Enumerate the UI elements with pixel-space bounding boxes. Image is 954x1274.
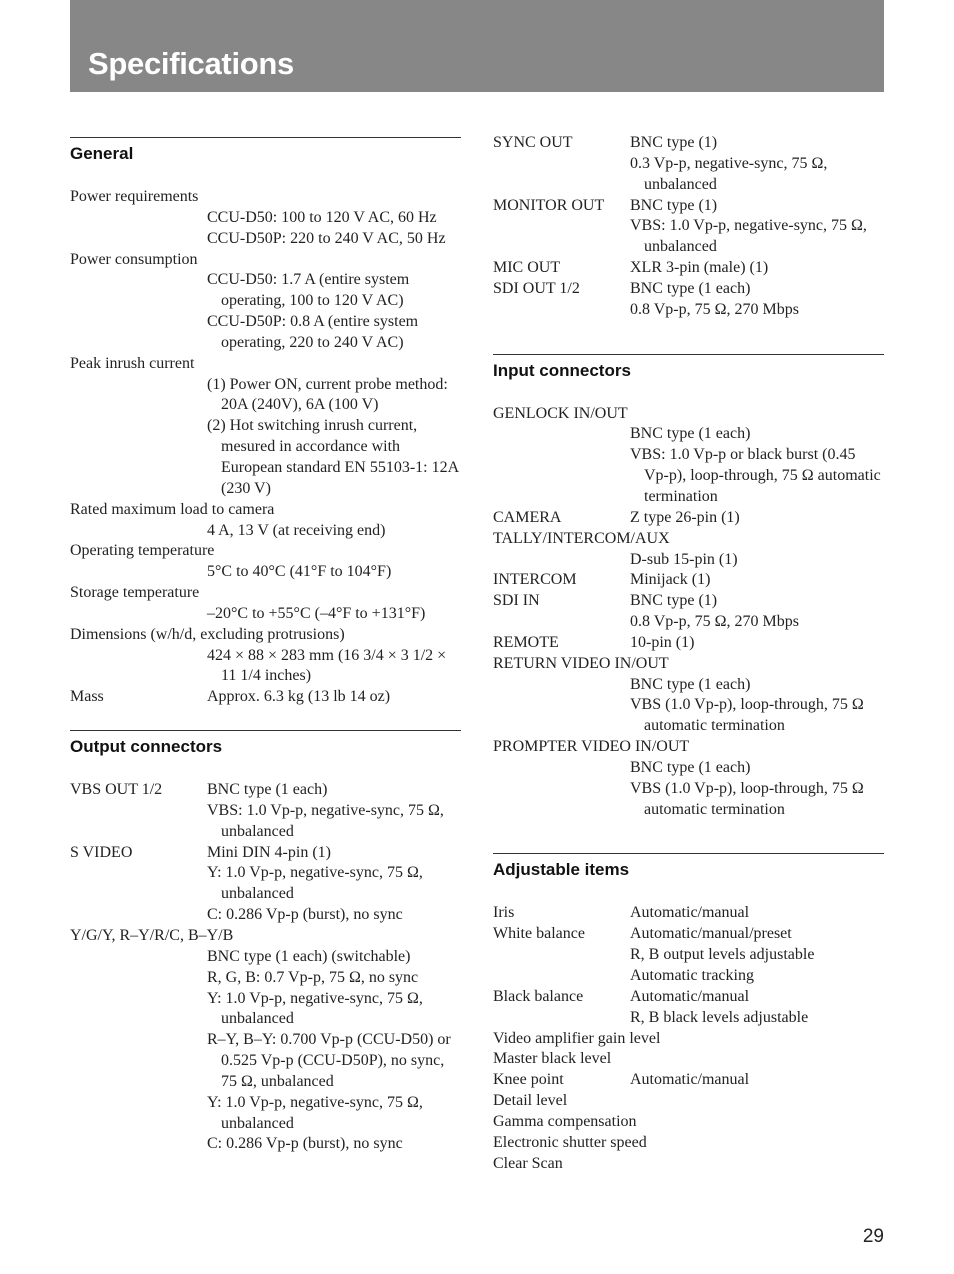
spec-label: Video amplifier gain level <box>493 1029 661 1047</box>
spec-item <box>493 529 884 571</box>
spec-value: –20°C to +55°C (–4°F to +131°F) <box>207 604 426 622</box>
spec-item <box>493 591 884 633</box>
spec-values <box>493 424 884 507</box>
spec-label: CAMERA <box>493 508 562 526</box>
spec-label: Power consumption <box>70 250 198 268</box>
spec-value: BNC type (1 each) <box>630 675 751 693</box>
spec-label: MIC OUT <box>493 259 561 277</box>
spec-values <box>493 675 884 738</box>
spec-label: Black balance <box>493 987 584 1005</box>
spec-item <box>70 625 461 688</box>
spec-item <box>70 250 461 354</box>
spec-label: Electronic shutter speed <box>493 1133 647 1151</box>
spec-value: Y: 1.0 Vp-p, negative-sync, 75 Ω, unbalanced <box>207 864 423 903</box>
spec-item <box>493 570 884 591</box>
spec-value: VBS (1.0 Vp-p), loop-through, 75 Ω automatic termination <box>630 696 864 735</box>
spec-values <box>207 843 461 926</box>
spec-label: MONITOR OUT <box>493 196 605 214</box>
spec-label: SDI IN <box>493 592 540 610</box>
spec-value: Automatic/manual/preset <box>630 925 792 943</box>
spec-values <box>630 633 884 654</box>
spec-item <box>493 508 884 529</box>
output-cont-list <box>493 133 884 321</box>
spec-item <box>70 843 461 926</box>
output-block-item <box>70 926 461 1155</box>
spec-label: Power requirements <box>70 188 199 205</box>
input-section <box>493 354 884 821</box>
spec-value: 0.3 Vp-p, negative-sync, 75 Ω, unbalanced <box>630 154 828 193</box>
spec-item <box>70 687 461 708</box>
spec-value: R, G, B: 0.7 Vp-p, 75 Ω, no sync <box>207 968 419 986</box>
spec-item <box>493 654 884 737</box>
spec-values <box>70 270 461 353</box>
left-column <box>70 133 461 1177</box>
spec-item <box>493 924 884 987</box>
spec-item <box>493 737 884 820</box>
spec-value: VBS: 1.0 Vp-p, negative-sync, 75 Ω, unbalanced <box>207 801 444 840</box>
spec-values <box>70 521 461 542</box>
spec-value: (2) Hot switching inrush current, mesured in accordance with European standard EN 55103-1: 12A (230 V) <box>207 417 459 497</box>
general-list <box>70 187 461 687</box>
spec-values <box>70 604 461 625</box>
spec-label: PROMPTER VIDEO IN/OUT <box>493 738 690 756</box>
spec-value: D-sub 15-pin (1) <box>630 550 738 568</box>
spec-label: Clear Scan <box>493 1154 563 1172</box>
spec-value: CCU-D50P: 0.8 A (entire system operating, 220 to 240 V AC) <box>207 313 419 351</box>
spec-label: Y/G/Y, R–Y/R/C, B–Y/B <box>70 927 234 944</box>
spec-item <box>70 541 461 583</box>
spec-value: C: 0.286 Vp-p (burst), no sync <box>207 906 403 924</box>
spec-label: GENLOCK IN/OUT <box>493 404 628 422</box>
spec-label: Mass <box>70 688 104 706</box>
spec-item <box>70 187 461 250</box>
page-number: 29 <box>862 1226 884 1247</box>
spec-label: Iris <box>493 904 515 922</box>
spec-values <box>630 987 884 1029</box>
spec-value: 4 A, 13 V (at receiving end) <box>207 521 386 539</box>
spec-value: BNC type (1 each) <box>630 425 751 443</box>
spec-value: CCU-D50: 1.7 A (entire system operating, 100 to 120 V AC) <box>207 271 410 310</box>
input-list <box>493 404 884 821</box>
spec-values <box>207 780 461 843</box>
general-inline-list <box>70 687 461 708</box>
spec-label: Master black level <box>493 1050 612 1068</box>
spec-item <box>70 926 461 1155</box>
spec-label: Gamma compensation <box>493 1112 637 1130</box>
adjustable-section <box>493 853 884 1174</box>
output-section <box>70 730 461 1155</box>
spec-value: 5°C to 40°C (41°F to 104°F) <box>207 563 392 581</box>
spec-item <box>493 633 884 654</box>
input-heading: Input connectors <box>493 354 884 382</box>
spec-label: RETURN VIDEO IN/OUT <box>493 654 669 672</box>
spec-values <box>70 562 461 583</box>
spec-values <box>70 646 461 688</box>
spec-item <box>493 404 884 508</box>
spec-label: S VIDEO <box>70 843 133 861</box>
spec-value: Automatic/manual <box>630 987 750 1005</box>
spec-value: Automatic/manual <box>630 904 750 922</box>
spec-item <box>70 583 461 625</box>
adjustable-heading: Adjustable items <box>493 853 884 881</box>
spec-value: Z type 26-pin (1) <box>630 508 740 526</box>
spec-label: INTERCOM <box>493 571 577 589</box>
spec-label: Operating temperature <box>70 542 215 560</box>
spec-item <box>493 1070 884 1091</box>
spec-values <box>630 196 884 259</box>
spec-value: R, B output levels adjustable <box>630 946 815 964</box>
spec-value: Y: 1.0 Vp-p, negative-sync, 75 Ω, unbalanced <box>207 989 423 1028</box>
spec-item <box>493 196 884 259</box>
spec-value: 424 × 88 × 283 mm (16 3/4 × 3 1/2 × 11 1/4 inches) <box>207 646 447 685</box>
spec-value: BNC type (1) <box>630 592 718 610</box>
spec-values <box>70 947 461 1155</box>
spec-label: VBS OUT 1/2 <box>70 781 163 799</box>
spec-value: Automatic/manual <box>630 1071 750 1089</box>
spec-label: SYNC OUT <box>493 134 573 151</box>
spec-value: BNC type (1 each) (switchable) <box>207 947 411 965</box>
spec-value: C: 0.286 Vp-p (burst), no sync <box>207 1135 403 1153</box>
spec-label: White balance <box>493 925 585 943</box>
spec-item <box>493 258 884 279</box>
spec-item <box>493 133 884 196</box>
spec-value: BNC type (1) <box>630 196 718 214</box>
page-title: Specifications <box>88 46 294 81</box>
spec-value: CCU-D50: 100 to 120 V AC, 60 Hz <box>207 208 437 226</box>
spec-value: VBS (1.0 Vp-p), loop-through, 75 Ω automatic termination <box>630 779 864 818</box>
spec-value: Minijack (1) <box>630 571 711 589</box>
spec-values <box>493 758 884 821</box>
spec-label: REMOTE <box>493 633 559 651</box>
spec-values <box>630 133 884 196</box>
output-continued <box>493 133 884 321</box>
spec-values <box>630 279 884 321</box>
spec-value: (1) Power ON, current probe method: 20A (240V), 6A (100 V) <box>207 375 448 414</box>
spec-value: BNC type (1 each) <box>630 758 751 776</box>
spec-values <box>630 903 884 924</box>
spec-value: Y: 1.0 Vp-p, negative-sync, 75 Ω, unbalanced <box>207 1093 423 1132</box>
spec-values <box>70 208 461 250</box>
spec-value: VBS: 1.0 Vp-p or black burst (0.45 Vp-p), loop-through, 75 Ω automatic termination <box>630 446 881 505</box>
spec-value: Mini DIN 4-pin (1) <box>207 843 331 861</box>
spec-values <box>630 508 884 529</box>
spec-label: Dimensions (w/h/d, excluding protrusions) <box>70 625 345 643</box>
spec-value: Automatic tracking <box>630 967 754 984</box>
spec-item <box>493 279 884 321</box>
spec-values <box>630 924 884 987</box>
spec-item <box>70 500 461 542</box>
spec-value: 0.8 Vp-p, 75 Ω, 270 Mbps <box>630 613 799 631</box>
spec-label: Peak inrush current <box>70 354 195 372</box>
spec-value: BNC type (1) <box>630 134 718 151</box>
spec-value: XLR 3-pin (male) (1) <box>630 259 769 277</box>
spec-values <box>630 258 884 279</box>
spec-item <box>70 354 461 500</box>
title-banner <box>70 0 884 92</box>
spec-value: R–Y, B–Y: 0.700 Vp-p (CCU-D50) or 0.525 Vp-p (CCU-D50P), no sync, 75 Ω, unbalanced <box>207 1031 451 1090</box>
spec-item <box>493 903 884 924</box>
spec-label: Storage temperature <box>70 584 200 602</box>
output-heading: Output connectors <box>70 730 461 758</box>
general-section <box>70 137 461 708</box>
output-list <box>70 780 461 926</box>
spec-values <box>630 570 884 591</box>
spec-label: Knee point <box>493 1071 564 1089</box>
spec-label: TALLY/INTERCOM/AUX <box>493 529 670 547</box>
spec-value: CCU-D50P: 220 to 240 V AC, 50 Hz <box>207 229 446 247</box>
spec-item <box>493 987 884 1029</box>
spec-label: SDI OUT 1/2 <box>493 279 580 297</box>
spec-value: BNC type (1 each) <box>630 279 751 297</box>
spec-value: 0.8 Vp-p, 75 Ω, 270 Mbps <box>630 300 799 318</box>
spec-values <box>493 550 884 571</box>
spec-values <box>630 1070 884 1091</box>
right-column <box>493 133 884 1196</box>
spec-value: R, B black levels adjustable <box>630 1008 809 1026</box>
general-heading: General <box>70 137 461 165</box>
spec-values <box>207 687 461 708</box>
spec-value: Approx. 6.3 kg (13 lb 14 oz) <box>207 688 391 706</box>
adjustable-list <box>493 903 884 1174</box>
spec-label: Rated maximum load to camera <box>70 500 275 518</box>
spec-value: BNC type (1 each) <box>207 781 328 799</box>
spec-values <box>70 375 461 500</box>
spec-item <box>70 780 461 843</box>
spec-value: 10-pin (1) <box>630 633 695 651</box>
spec-values <box>630 591 884 633</box>
spec-label: Detail level <box>493 1092 568 1110</box>
spec-value: VBS: 1.0 Vp-p, negative-sync, 75 Ω, unbalanced <box>630 217 867 256</box>
